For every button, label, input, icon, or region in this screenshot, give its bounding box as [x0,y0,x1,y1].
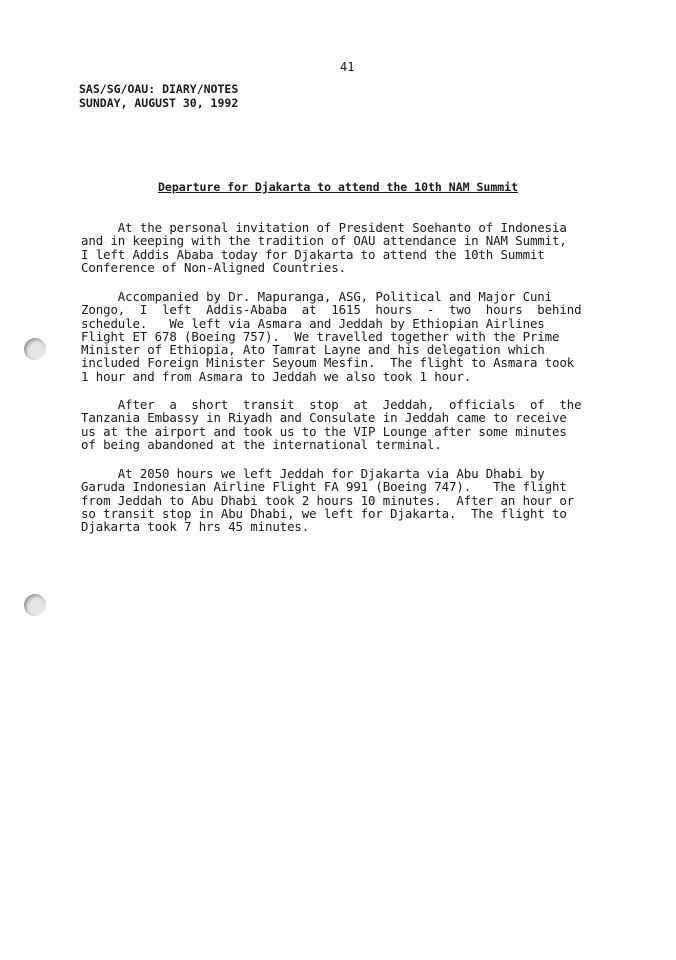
punch-hole [24,594,46,616]
header-date: SUNDAY, AUGUST 30, 1992 [79,96,239,110]
paragraph-2: Accompanied by Dr. Mapuranga, ASG, Political and Major Cuni Zongo, I left Addis-Ababa at 1615 hours - two hours behind schedule. We left via Asmara and Jeddah by Ethiopian Airlines Flight ET 678 (Boeing 757). We travelled together with the Prime Minister of Ethiopia, Ato Tamrat Layne and his delegation which included Foreign Minister Seyoum Mesfin. The flight to Asmara took 1 hour and from Asmara to Jeddah we also took 1 hour. [81,289,582,384]
paragraph-3: After a short transit stop at Jeddah, officials of the Tanzania Embassy in Riyadh and Consulate in Jeddah came to receive us at the airport and took us to the VIP Lounge after some minutes of being abandoned at the international terminal. [81,397,582,452]
punch-hole [24,338,46,360]
paragraph-4: At 2050 hours we left Jeddah for Djakarta via Abu Dhabi by Garuda Indonesian Airline Flight FA 991 (Boeing 747). The flight from Jeddah to Abu Dhabi took 2 hours 10 minutes. After an hour or so transit stop in Abu Dhabi, we left for Djakarta. The flight to Djakarta took 7 hrs 45 minutes. [81,466,575,535]
document-header [79,82,238,110]
paragraph-1: At the personal invitation of President Soehanto of Indonesia and in keeping with the tradition of OAU attendance in NAM Summit, I left Addis Ababa today for Djakarta to attend the 10th Summit Conference of Non-Aligned Countries. [81,220,567,275]
page-number: 41 [340,60,355,74]
header-reference: SAS/SG/OAU: DIARY/NOTES [79,82,239,96]
section-title: Departure for Djakarta to attend the 10th NAM Summit [157,180,519,194]
